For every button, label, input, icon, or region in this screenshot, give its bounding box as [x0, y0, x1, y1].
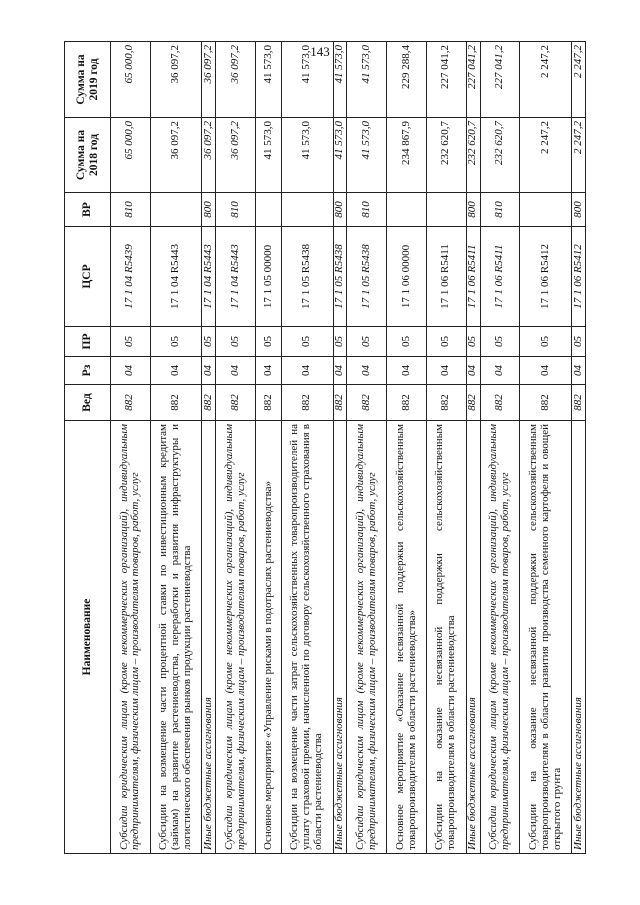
table-row	[572, 42, 586, 854]
cell-rz: 04	[572, 357, 586, 385]
cell-csr: 17 1 06 R5412	[572, 227, 586, 327]
cell-ved: 882	[520, 385, 572, 421]
cell-sum2018: 41 573,0	[333, 118, 347, 193]
cell-name: Субсидии на оказание несвязанной поддержки сельскохозяйственным товаропроизводителям в области развития производства семенного картофеля и овощей открытого грунта	[520, 421, 572, 854]
cell-sum2019: 229 288,4	[387, 42, 427, 118]
cell-sum2018: 36 097,2	[216, 118, 256, 193]
cell-sum2019: 36 097,2	[150, 42, 202, 118]
cell-rz: 04	[520, 357, 572, 385]
cell-ved: 882	[387, 385, 427, 421]
cell-name: Субсидии юридическим лицам (кроме некоммерческих организаций), индивидуальным предпринимателям, физическим лицам – производителям товаров, работ, услуг	[480, 421, 520, 854]
table-row	[480, 42, 520, 854]
cell-sum2018: 2 247,2	[572, 118, 586, 193]
cell-sum2018: 65 000,0	[111, 118, 151, 193]
cell-ved: 882	[347, 385, 387, 421]
rotated-table-wrapper	[64, 42, 586, 854]
cell-pr: 05	[216, 327, 256, 357]
cell-csr: 17 1 04 R5443	[216, 227, 256, 327]
cell-vr: 800	[572, 193, 586, 227]
cell-sum2019: 227 041,2	[480, 42, 520, 118]
cell-csr: 17 1 06 R5412	[520, 227, 572, 327]
cell-sum2019: 41 573,0	[347, 42, 387, 118]
cell-sum2019: 41 573,0	[281, 42, 333, 118]
cell-name: Иные бюджетные ассигнования	[572, 421, 586, 854]
cell-ved: 882	[426, 385, 466, 421]
table-row	[202, 42, 216, 854]
cell-vr: 810	[111, 193, 151, 227]
cell-sum2018: 36 097,2	[202, 118, 216, 193]
table-header-row	[65, 42, 111, 854]
cell-sum2019: 36 097,2	[216, 42, 256, 118]
cell-rz: 04	[256, 357, 282, 385]
table-row	[520, 42, 572, 854]
cell-sum2018: 232 620,7	[466, 118, 480, 193]
cell-sum2018: 232 620,7	[426, 118, 466, 193]
cell-name: Субсидии юридическим лицам (кроме некоммерческих организаций), индивидуальным предпринимателям, физическим лицам – производителям товаров, работ, услуг	[216, 421, 256, 854]
cell-name: Иные бюджетные ассигнования	[333, 421, 347, 854]
cell-pr: 05	[466, 327, 480, 357]
rotated-table-frame	[64, 42, 586, 854]
header-name: Наименование	[65, 421, 111, 854]
cell-ved: 882	[572, 385, 586, 421]
table-row	[281, 42, 333, 854]
cell-vr	[281, 193, 333, 227]
cell-pr: 05	[150, 327, 202, 357]
cell-pr: 05	[387, 327, 427, 357]
cell-name: Субсидии на возмещение части затрат сельскохозяйственных товаропроизводителей на уплату страховой премии, начисленной по договору сельскохозяйственного страхования в области растениеводства	[281, 421, 333, 854]
cell-csr: 17 1 05 R5438	[281, 227, 333, 327]
cell-sum2019: 2 247,2	[520, 42, 572, 118]
table-row	[216, 42, 256, 854]
cell-name: Иные бюджетные ассигнования	[202, 421, 216, 854]
cell-pr: 05	[520, 327, 572, 357]
cell-ved: 882	[256, 385, 282, 421]
cell-sum2018: 41 573,0	[256, 118, 282, 193]
cell-vr: 800	[466, 193, 480, 227]
cell-pr: 05	[202, 327, 216, 357]
cell-name: Субсидии юридическим лицам (кроме некоммерческих организаций), индивидуальным предпринимателям, физическим лицам – производителям товаров, работ, услуг	[111, 421, 151, 854]
cell-ved: 882	[202, 385, 216, 421]
header-pr: ПР	[65, 327, 111, 357]
cell-rz: 04	[111, 357, 151, 385]
cell-vr: 810	[480, 193, 520, 227]
header-ved: Вед	[65, 385, 111, 421]
page-number: 143	[310, 44, 330, 59]
cell-csr: 17 1 04 R5439	[111, 227, 151, 327]
cell-ved: 882	[111, 385, 151, 421]
table-row	[347, 42, 387, 854]
cell-sum2019: 65 000,0	[111, 42, 151, 118]
cell-pr: 05	[572, 327, 586, 357]
cell-rz: 04	[281, 357, 333, 385]
cell-csr: 17 1 06 R5411	[466, 227, 480, 327]
table-row	[466, 42, 480, 854]
table-row	[256, 42, 282, 854]
cell-pr: 05	[333, 327, 347, 357]
cell-csr: 17 1 06 R5411	[480, 227, 520, 327]
cell-vr	[520, 193, 572, 227]
cell-vr	[256, 193, 282, 227]
cell-ved: 882	[466, 385, 480, 421]
cell-name: Основное мероприятие «Управление рисками в подотраслях растениеводства»	[256, 421, 282, 854]
cell-name: Субсидии юридическим лицам (кроме некоммерческих организаций), индивидуальным предпринимателям, физическим лицам – производителям товаров, работ, услуг	[347, 421, 387, 854]
cell-csr: 17 1 04 R5443	[202, 227, 216, 327]
cell-rz: 04	[202, 357, 216, 385]
cell-rz: 04	[426, 357, 466, 385]
table-row	[150, 42, 202, 854]
cell-csr: 17 1 05 R5438	[333, 227, 347, 327]
cell-pr: 05	[426, 327, 466, 357]
budget-table	[64, 41, 586, 854]
table-row	[387, 42, 427, 854]
header-rz: Рз	[65, 357, 111, 385]
header-vr: ВР	[65, 193, 111, 227]
cell-name: Иные бюджетные ассигнования	[466, 421, 480, 854]
cell-rz: 04	[216, 357, 256, 385]
cell-vr	[387, 193, 427, 227]
cell-vr: 810	[216, 193, 256, 227]
cell-pr: 05	[347, 327, 387, 357]
cell-sum2018: 36 097,2	[150, 118, 202, 193]
cell-sum2018: 2 247,2	[520, 118, 572, 193]
cell-sum2018: 41 573,0	[347, 118, 387, 193]
cell-pr: 05	[256, 327, 282, 357]
table-row	[111, 42, 151, 854]
cell-rz: 04	[387, 357, 427, 385]
cell-rz: 04	[466, 357, 480, 385]
cell-csr: 17 1 04 R5443	[150, 227, 202, 327]
cell-csr: 17 1 06 R5411	[426, 227, 466, 327]
cell-vr: 800	[202, 193, 216, 227]
cell-rz: 04	[480, 357, 520, 385]
header-sum-2018: Сумма на 2018 год	[65, 118, 111, 193]
cell-sum2019: 227 041,2	[466, 42, 480, 118]
cell-vr: 800	[333, 193, 347, 227]
header-sum-2019: Сумма на 2019 год	[65, 42, 111, 118]
cell-sum2019: 41 573,0	[333, 42, 347, 118]
cell-name: Основное мероприятие «Оказание несвязанной поддержки сельскохозяйственным товаропроизводителям в области растениеводства»	[387, 421, 427, 854]
cell-vr: 810	[347, 193, 387, 227]
cell-vr	[426, 193, 466, 227]
cell-sum2019: 36 097,2	[202, 42, 216, 118]
cell-rz: 04	[150, 357, 202, 385]
cell-sum2018: 232 620,7	[480, 118, 520, 193]
cell-sum2018: 234 867,9	[387, 118, 427, 193]
header-csr: ЦСР	[65, 227, 111, 327]
cell-name: Субсидии на оказание несвязанной поддержки сельскохозяйственным товаропроизводителям в области растениеводства	[426, 421, 466, 854]
cell-pr: 05	[111, 327, 151, 357]
cell-sum2019: 227 041,2	[426, 42, 466, 118]
cell-vr	[150, 193, 202, 227]
cell-ved: 882	[281, 385, 333, 421]
cell-rz: 04	[347, 357, 387, 385]
cell-name: Субсидии на возмещение части процентной ставки по инвестиционным кредитам (займам) на развитие растениеводства, переработки и развития инфраструктуры и логистического обеспечения рынков продукции растениеводства	[150, 421, 202, 854]
cell-ved: 882	[150, 385, 202, 421]
cell-ved: 882	[480, 385, 520, 421]
cell-pr: 05	[281, 327, 333, 357]
cell-pr: 05	[480, 327, 520, 357]
table-row	[333, 42, 347, 854]
cell-sum2019: 2 247,2	[572, 42, 586, 118]
cell-ved: 882	[333, 385, 347, 421]
cell-csr: 17 1 05 R5438	[347, 227, 387, 327]
cell-sum2018: 41 573,0	[281, 118, 333, 193]
cell-rz: 04	[333, 357, 347, 385]
cell-csr: 17 1 06 00000	[387, 227, 427, 327]
cell-sum2019: 41 573,0	[256, 42, 282, 118]
table-row	[426, 42, 466, 854]
cell-csr: 17 1 05 00000	[256, 227, 282, 327]
cell-ved: 882	[216, 385, 256, 421]
